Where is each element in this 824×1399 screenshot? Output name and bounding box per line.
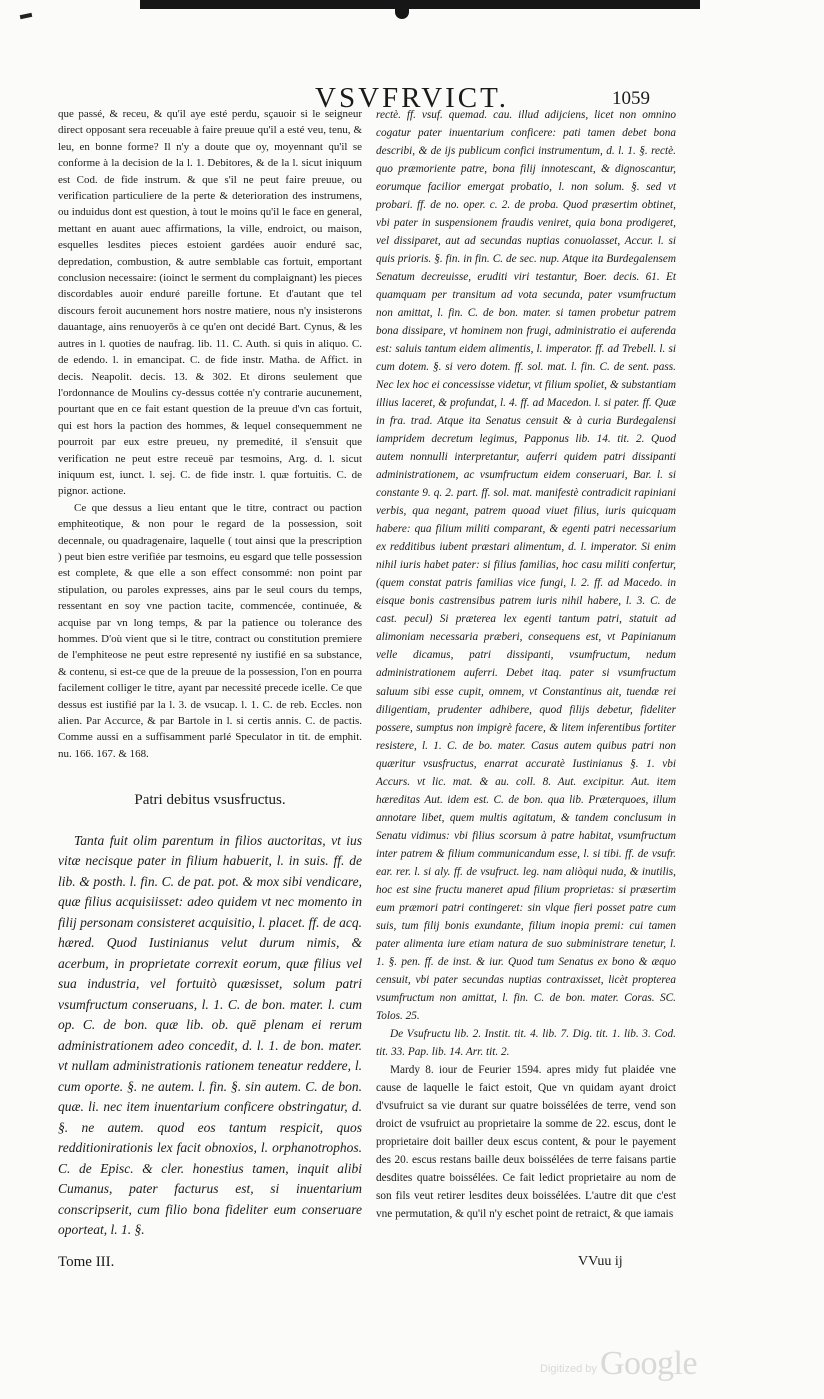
right-column <box>376 106 676 1223</box>
digitized-by-text: Digitized by <box>540 1363 597 1375</box>
page-title: VSVFRVICT. <box>315 82 509 114</box>
top-rule <box>140 0 700 9</box>
google-watermark <box>540 1345 708 1385</box>
paragraph-1: que passé, & receu, & qu'il aye esté perdu, sçauoir si le seigneur direct opposant sera receuable à faire preuue qu'il a esté veu, tenu, & leu, en bonne forme? Il n'y a doute que oy, moyennant qu'il se conforme à la decision de la l. 1. Debitores, & de la l. sicut iniquum est Cod. de fide instrum. & que s'il ne peut faire preuue, ou verification particuliere de la perte & deterioration des instrumens, ou induidus dont est question, à tout le moins qu'il le face en general, mettant en auant auec affirmations, la ville, endroict, ou maison, esquelles lesdites pieces estoient gardées auoir enduré sac, depredation, combustion, & autre semblable cas fortuit, emportant conclusion necessaire: (ioinct le serment du complaignant) les pieces discordables auoir enduré pareille fortune. Et d'autant que tel discours feroit aucunement hors nostre matiere, nous n'y insisterons dauantage, ains renuoyerōs à ce qu'en ont decidé Bart. Cynus, & les autres in l. quoties de naufrag. lib. 11. C. Auth. si quis in aliquo. C. de edendo. l. in emancipat. C. de fide instr. Matha. de Affict. in decis. Neapolit. decis. 13. & 302. Et dirons seulement que l'ordonnance de Moulins cy-dessus cottée n'y contrarie aucunement, pourtant que en ce fait estant question de la preuue d'vn cas fortuit, qui est hors la paction des hommes, & lequel consequemment ne pourroit par eux estre preueu, ny premedité, il s'ensuit que verification ne peut estre receuë par tesmoins, Arg. d. l. sicut iniquum est, iunct. l. sej. C. de fide instr. l. quæ fortuitis. C. de pignor. actione. <box>58 108 362 498</box>
google-logo: Google <box>600 1345 698 1382</box>
latin-paragraph: Tanta fuit olim parentum in filios auctoritas, vt ius vitæ necisque pater in filium habuerit, l. in suis. ff. de lib. & posth. l. fin. C. de pat. pot. & mox sibi vendicare, quæ filius acquisiisset: adeo quidem vt nec momento in filij personam consisteret acquisitio, l. placet. ff. de acq. hæred. Quod Iustinianus velut durum nimis, & acerbum, in proprietate correxit eorum, quæ filius vel sua industria, vel fortuitò quæsisset, solum patri vsumfructum conseruans, l. 1. C. de bon. mater. l. cum op. C. de bon. quæ lib. ob. quē plenam ei rerum administrationem adeo concedit, d. l. 1. de bon. mater. vt nullam administrationis rationem teneatur reddere, l. cum oporte. §. ne autem. l. fin. §. sin autem. C. de bon. quæ. li. nec item inuentarium conficere obstringatur, d. §. ne autem. quod eos tantum respicit, quos redditionirationis lex facit obnoxios, l. orphanotrophos. C. de Episc. & cler. honestius tamen, inquit alibi Cumanus, pater facturus est, si inuentarium conscripserit, cum filio bona fideliter eum conseruare oporteat, l. 1. §. <box>58 832 362 1238</box>
section-heading: Patri debitus vsusfructus. <box>134 792 286 809</box>
paragraph-2: Ce que dessus a lieu entant que le titre, contract ou paction emphiteotique, & non pour le regard de la possession, soit decennale, ou quadragenaire, laquelle ( tout ainsi que la prescription ) peut bien estre verifiée par tesmoins, eu esgard que telle possession est complete, & que elle a son effect consommé: non point par stipulation, ou paroles expresses, ains par le seul cours du temps, ressentant en soy vne paction tacite, commencée, continuée, & acquise par vn long temps, & par la patience ou tolerance des hommes. D'où vient que si le titre, contract ou constitution premiere de l'emphiteose ne peut estre representé ny iustifié en sa substance, & contenu, si est-ce que de la preuue de la possession, l'on en pourra facilement colliger le titre, ayant par necessité precede icelle. Ce que dessus est iustifié par la l. 3. de vsucap. l. 1. C. de reb. Eccles. non alien. Par Accurce, & par Bartole in l. si certis annis. C. de pactis. Comme aussi en a suffisamment parlé Speculator in tit. de emphit. nu. 166. 167. & 168. <box>58 501 362 760</box>
references: De Vsufructu lib. 2. Instit. tit. 4. lib. 7. Dig. tit. 1. lib. 3. Cod. tit. 33. Pap. lib. 14. Arr. tit. 2. <box>376 1027 676 1058</box>
page-number: 1059 <box>612 88 650 109</box>
left-column <box>58 106 362 1241</box>
signature-mark: VVuu ij <box>578 1254 623 1269</box>
french-paragraph: Mardy 8. iour de Feurier 1594. apres midy fut plaidée vne cause de laquelle le faict estoit, Que vn quidam ayant droict d'vsufruict sa vie durant sur quatre boissélées de terre, vend son droict de vsufruict au proprietaire la somme de 22. escus, dont le proprietaire doit bailler deux escus content, & pour le payement des 20. escus restans baille deux boissélées de terre faisans partie desdites quatre boissélées. Ce fait ledict proprietaire au nom de son fils veut retirer lesdites deux boissélées. L'autre dit que c'est vne permutation, & qu'il n'y eschet point de retraict, & que iamais <box>376 1063 676 1220</box>
volume-label: Tome III. <box>58 1254 115 1270</box>
corner-mark <box>20 13 33 19</box>
latin-continuation: rectè. ff. vsuf. quemad. cau. illud adijciens, licet non omnino cogatur pater inuentarium conficere: pati tamen debet bona describi, & de ijs publicum confici instrumentum, d. l. 1. §. rectè. quo præmoriente patre, bona filij innotescant, & dignoscantur, eorumque facilior emergat probatio, l. non solum. §. sed vt probari. ff. de no. oper. c. 2. de proba. Quod præsertim obtinet, vbi pater in suspensionem fraudis veniret, quia bona prodigeret, vel dissiparet, aut ad secundas nuptias conuolasset, Accur. l. si quis prioris. §. fin. in fin. C. de sec. nup. Atque ita Burdegalensem Senatum decreuisse, eruditi viri testantur, Boer. decis. 61. Et quamquam per transitum ad vota secunda, pater vsumfructum non amittat, l. fin. C. de bon. mater. si tamen probetur patrem bona dissipare, vt hominem non frugi, administratio ei auferenda est: saluis tantum eidem alimentis, l. imperator. ff. ad Trebell. l. si cum dotem. §. si vero dotem. ff. sol. mat. l. fin. C. de sent. pass. Nec lex hoc ei concessisse videtur, vt filium spoliet, & substantiam illius laceret, & profundat, l. 4. ff. ad Macedon. l. si pater. ff. Quæ in fra. trad. Atque ita Senatus censuit & à curia Burdegalensi iampridem decretum legimus, Papponus lib. 14. tit. 2. Quod autem nonnulli interpretantur, auferri quidem patri dissipanti administrationem, ac vsumfructum eidem conseruari, Bar. l. si constante 9. q. 2. part. ff. sol. mat. manifestè contradicit rapiniani verbis, qua negant, patrem quoad viuet filius, iuris quicquam habere: qua filium militi comparant, & egenti patri necessarium ex redditibus iubent præstari alimentum, d. l. imperator. Si enim nihil iuris habet pater: si filius familias, hoc casu militi confertur, (quem constat patris familias vice fungi, l. 2. ff. ad Macedo. in eisque bonis castrensibus patrem iuris nihil habere, l. 3. C. de cast. pecul) Si præterea lex egenti tantum patri, statuit ad alimoniam necessaria præberi, consequens est, vt Papinianum velle dicamus, patri dissipanti, vsumfructum, nedum administrationem auferri. Debet itaq. pater si vsumfructum saluum sibi esse cupit, omnem, vt Constantinus ait, tuendæ rei diligentiam, prudenter adhibere, quod filijs debetur, fideliter possere, sumptus non impigrè facere, & litem inferentibus fortiter resistere, l. 1. C. de bo. mater. Casus autem quibus patri non quæritur vsusfructus, enarrat accuratè Iustinianus §. 1. vbi Accurs. vt lic. mat. & au. coll. 8. Aut. excipitur. Aut. item hæreditas Aut. idem est. C. de bon. qua lib. Præterquoes, illum annotare libet, quem multis agitatum, & tandem conclusum in Senatu vidimus: vbi filius scorsum à patre habitat, vsumfructum inter patrem & filium communicandum esse, l. si tibi. ff. de vsufr. ear. rer. l. si aly. ff. de vsufruct. leg. nam aliòqui nuda, & inutilis, hoc est sine fructu maneret apud filium proprietas: si præsertim eum præmori patri contingeret: sin vlque fieri posset patre cum suis, tum filij bonis exundante, filium inopia premi: cui tamen pater alimenta iure etiam natura de suo subministrare tenetur, l. 1. §. pen. ff. de inst. & iur. Quod tum Senatus ex bono & æquo censuit, vbi pater secundas nuptias contraxisset, licèt propterea vsumfructum non amittat, l. fin. C. de bon. mater. Coras. SC. Tolos. 25. <box>376 109 676 1022</box>
